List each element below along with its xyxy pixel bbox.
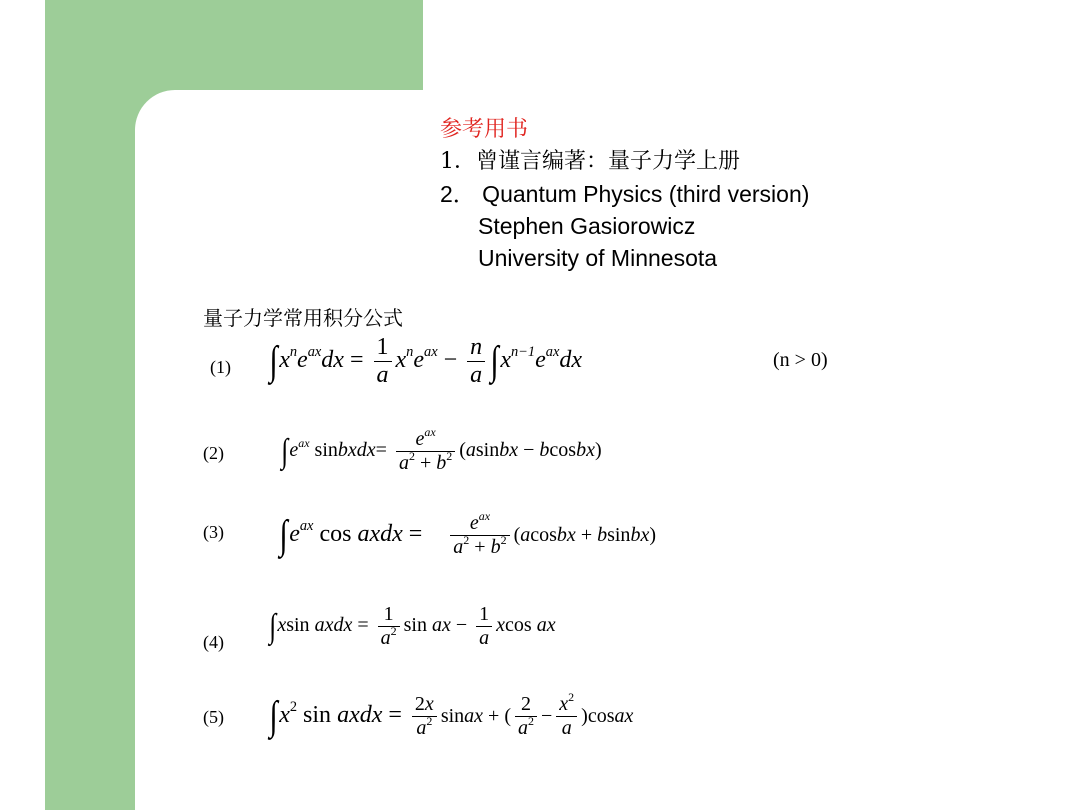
formula-1-label: (1) (210, 357, 231, 377)
formula-3-label: (3) (203, 522, 224, 542)
green-corner (135, 90, 175, 130)
formula-4-label: (4) (203, 632, 224, 652)
reference-title: 参考用书 (440, 117, 529, 142)
reference-item-2-publisher: University of Minnesota (478, 245, 718, 271)
formula-1: $\int x^ne^{ax}dx$ = $\frac{1}{a}$ $x^ne^{ax}$ − $\frac{n}{a}$ $\int x^{n-1}e^{ax}dx$ (269, 334, 583, 388)
reference-list (440, 114, 809, 274)
formula-5: $\int x^2$ sin axdx = $\frac{2x}{a^2}$ sinax + ( $\frac{2}{a^2}$ − $\frac{x^2}{a}$ )cosax (269, 690, 634, 739)
formula-5-label: (5) (203, 707, 224, 727)
green-sidebar (45, 0, 135, 810)
formula-2: $\int e^{ax}$ sinbxdx= $\frac{e^{ax}}{a^2 + b^2}$ (asinbx − bcosbx) (281, 425, 602, 474)
formula-1-condition: (n > 0) (773, 349, 828, 371)
reference-item-2: 2． Quantum Physics (third version) (440, 181, 810, 207)
formula-4: ∫xsin axdx = $\frac{1}{a^2}$ sin ax − $\frac{1}{a}$ xcos ax (269, 603, 556, 649)
formula-2-label: (2) (203, 443, 224, 463)
reference-item-2-author: Stephen Gasiorowicz (478, 213, 696, 239)
reference-item-1: 1．曾谨言编著：量子力学上册 (440, 149, 740, 174)
integral-formulas-title: 量子力学常用积分公式 (203, 306, 403, 330)
green-top-band (135, 0, 423, 90)
formula-3: $\int e^{ax}$ cos axdx = $\frac{e^{ax}}{a^2 + b^2}$ (acosbx + bsinbx) (279, 509, 656, 558)
